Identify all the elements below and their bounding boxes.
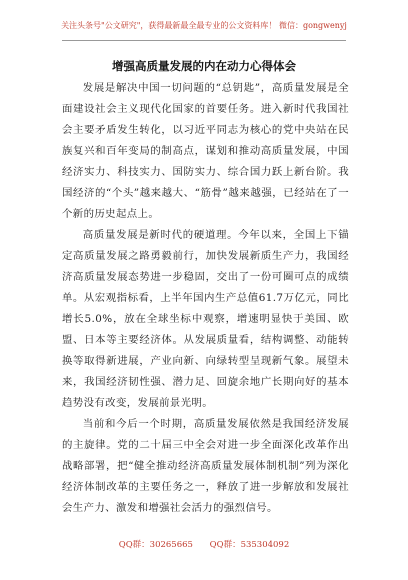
body-paragraph-1: 发展是解决中国一切问题的“总钥匙”，高质量发展是全面建设社会主义现代化国家的首要任务。进入新时代我国社会主要矛盾发生转化，以习近平同志为核心的党中央站在民族复兴和百年变局的制高点，谋划和推动高质量发展，中国经济实力、科技实力、国防实力、综合国力跃上新台阶。我国经济的“个头”越来越大、“筋骨”越来越强，已经站在了一个新的历史起点上。 <box>62 82 349 220</box>
body-paragraph-2: 高质量发展是新时代的硬道理。今年以来，全国上下锚定高质量发展之路勇毅前行，加快发展新质生产力，我国经济高质量发展态势进一步稳固，交出了一份可圈可点的成绩单。从宏观指标看，上半年国内生产总值61.7万亿元，同比增长5.0%，放在全球坐标中观察，增速明显快于美国、欧盟、日本等主要经济体。从发展质量看，结构调整、动能转换等取得新进展，产业向新、向绿转型呈现新气象。展望未来，我国经济韧性强、潜力足、回旋余地广长期向好的基本趋势没有改变，发展前景光明。 <box>62 229 349 409</box>
footer-qq-group-2: QQ群：535304092 <box>209 540 290 550</box>
document-body <box>62 78 349 519</box>
page-footer <box>0 538 408 550</box>
body-paragraph-3: 当前和今后一个时期，高质量发展依然是我国经济发展的主旋律。党的二十届三中全会对进一步全面深化改革作出战略部署，把“健全推动经济高质量发展体制机制”列为深化经济体制改革的主要任务之一，释放了进一步解放和发展社会生产力、激发和增强社会活力的强烈信号。 <box>62 418 349 514</box>
header-divider <box>62 40 346 41</box>
document-title: 增强高质量发展的内在动力心得体会 <box>112 59 296 73</box>
page-header: 关注头条号"公文研究"，获得最新最全最专业的公文资料库！ 微信：gongwenyj <box>61 21 347 30</box>
footer-qq-group-1: QQ群：30265665 <box>118 540 193 550</box>
